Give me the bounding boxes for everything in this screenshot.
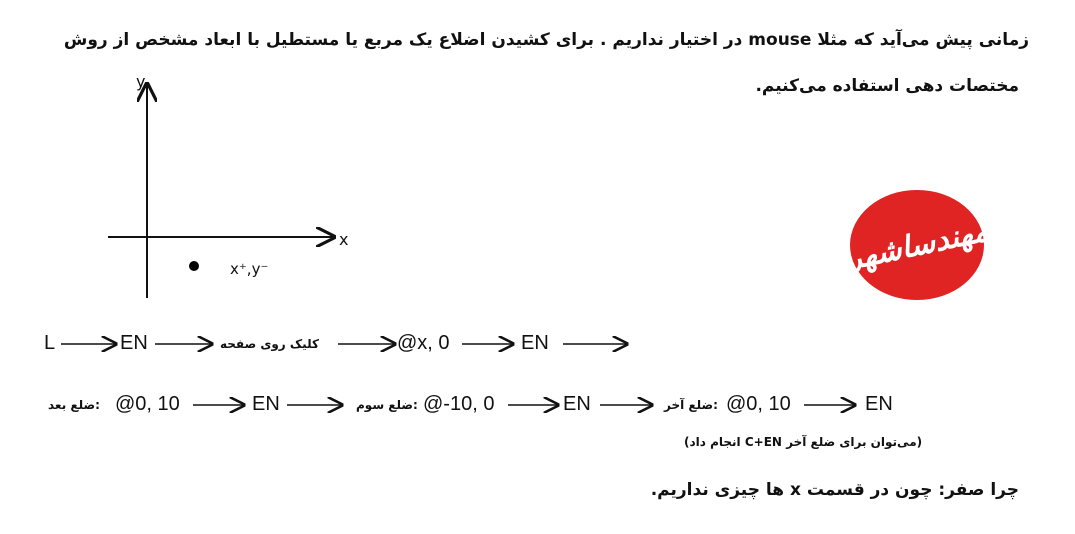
flow1-coord: @x, 0	[397, 332, 450, 354]
x-axis-label: x	[339, 230, 349, 249]
brand-logo	[843, 190, 992, 300]
logo-text: مهندساشهر	[843, 212, 992, 278]
flow2-en3: EN	[865, 393, 893, 415]
point-label: x⁺,y⁻	[230, 260, 269, 278]
flow1-l: L	[44, 332, 56, 354]
intro-line-1: زمانی پیش می‌آید که مثلا mouse در اختیار نداریم . برای کشیدن اضلاع یک مربع یا مستطیل با ابعاد مشخص از روش	[63, 30, 1029, 50]
flow2-en2: EN	[563, 393, 591, 415]
flow1-en2: EN	[521, 332, 549, 354]
flow2-coord2: @-10, 0	[423, 393, 495, 415]
note-text: (می‌توان برای ضلع آخر C+EN انجام داد)	[684, 435, 923, 449]
flow2-coord1: @0, 10	[115, 393, 180, 415]
point-dot	[189, 261, 199, 271]
flow2-coord3: @0, 10	[726, 393, 791, 415]
intro-line-2: مختصات دهی استفاده می‌کنیم.	[755, 76, 1019, 96]
flow2-third-label: :ضلع سوم	[356, 398, 418, 412]
flow1-click-label: کلیک روی صفحه	[220, 337, 319, 351]
flow2-next-label: :ضلع بعد	[48, 398, 100, 412]
flow1-en1: EN	[120, 332, 148, 354]
flow2-en1: EN	[252, 393, 280, 415]
y-axis-label: y	[136, 72, 146, 91]
why-zero-text: چرا صفر: چون در قسمت x ها چیزی نداریم.	[650, 480, 1019, 500]
flow2-last-label: :ضلع آخر	[664, 398, 718, 412]
